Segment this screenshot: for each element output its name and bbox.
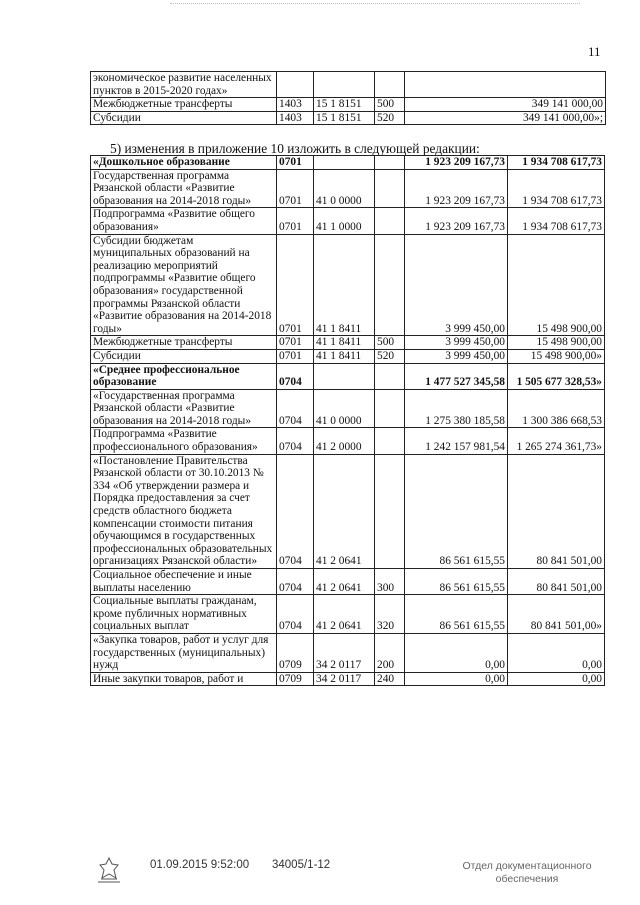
row-target-code: 34 2 0117 xyxy=(314,633,375,672)
row-amount-2015: 3 999 450,00 xyxy=(405,234,508,336)
row-amount-2015-revised: 1 300 386 668,53 xyxy=(508,389,605,428)
row-amount: 349 141 000,00»; xyxy=(405,111,606,125)
row-name: Подпрограмма «Развитие профессионального образования» xyxy=(91,428,277,454)
emblem-icon xyxy=(94,856,124,884)
row-amount-2015: 86 561 615,55 xyxy=(405,569,508,595)
row-amount-2015-revised: 1 505 677 328,53» xyxy=(508,363,605,389)
row-name: Государственная программа Рязанской области «Развитие образования на 2014-2018 годы» xyxy=(91,169,277,208)
row-target-code xyxy=(314,72,375,98)
row-amount xyxy=(405,72,606,98)
row-section-code: 0701 xyxy=(277,349,314,363)
row-expense-type xyxy=(375,72,405,98)
row-section-code: 0704 xyxy=(277,569,314,595)
row-section-code: 1403 xyxy=(277,98,314,112)
row-expense-type: 520 xyxy=(375,111,405,125)
row-amount-2015-revised: 1 934 708 617,73 xyxy=(508,169,605,208)
row-section-code: 0701 xyxy=(277,336,314,350)
row-target-code: 41 0 0000 xyxy=(314,389,375,428)
row-section-code: 0701 xyxy=(277,169,314,208)
table-row xyxy=(91,363,605,389)
department-stamp xyxy=(452,860,602,886)
row-section-code: 0701 xyxy=(277,234,314,336)
table-row xyxy=(91,234,605,336)
footer-datetime: 01.09.2015 9:52:00 xyxy=(150,859,250,871)
table-row xyxy=(91,156,605,170)
row-amount-2015-revised: 1 934 708 617,73 xyxy=(508,208,605,234)
row-expense-type xyxy=(375,428,405,454)
row-expense-type: 200 xyxy=(375,633,405,672)
row-amount-2015-revised: 1 934 708 617,73 xyxy=(508,156,605,170)
row-expense-type xyxy=(375,363,405,389)
row-amount-2015: 3 999 450,00 xyxy=(405,336,508,350)
table-row xyxy=(91,111,606,125)
page-number: 11 xyxy=(588,44,601,59)
row-amount-2015: 3 999 450,00 xyxy=(405,349,508,363)
stamp-line-2: обеспечения xyxy=(495,873,559,885)
row-name: экономическое развитие населенных пунктов в 2015-2020 годах» xyxy=(91,72,277,98)
row-name: Социальное обеспечение и иные выплаты населению xyxy=(91,569,277,595)
row-target-code: 15 1 8151 xyxy=(314,111,375,125)
row-section-code: 0701 xyxy=(277,156,314,170)
row-name: Субсидии бюджетам муниципальных образований на реализацию мероприятий подпрограммы «Развитие общего образования» государственной программы Рязанской области «Развитие образования на 2014-2018 годы» xyxy=(91,234,277,336)
stamp-line-1: Отдел документационного xyxy=(462,860,592,872)
row-expense-type xyxy=(375,454,405,568)
table-row xyxy=(91,169,605,208)
row-expense-type: 520 xyxy=(375,349,405,363)
amendment-subheading: 5) изменения в приложение 10 изложить в следующей редакции: xyxy=(110,141,480,156)
row-amount-2015-revised: 0,00 xyxy=(508,672,605,686)
row-name: Субсидии xyxy=(91,111,277,125)
row-amount-2015: 0,00 xyxy=(405,672,508,686)
row-expense-type: 240 xyxy=(375,672,405,686)
row-amount-2015: 0,00 xyxy=(405,633,508,672)
row-target-code: 34 2 0117 xyxy=(314,672,375,686)
row-target-code: 41 1 8411 xyxy=(314,349,375,363)
row-expense-type xyxy=(375,389,405,428)
table-row xyxy=(91,98,606,112)
row-amount-2015-revised: 80 841 501,00 xyxy=(508,569,605,595)
scan-artifacts xyxy=(170,3,580,6)
table-row xyxy=(91,428,605,454)
row-name: Субсидии xyxy=(91,349,277,363)
row-expense-type xyxy=(375,169,405,208)
row-amount-2015-revised: 1 265 274 361,73» xyxy=(508,428,605,454)
row-section-code: 0704 xyxy=(277,389,314,428)
row-target-code: 41 2 0000 xyxy=(314,428,375,454)
row-name: Межбюджетные трансферты xyxy=(91,336,277,350)
row-name: Подпрограмма «Развитие общего образования» xyxy=(91,208,277,234)
table-row xyxy=(91,72,606,98)
row-amount-2015: 1 923 209 167,73 xyxy=(405,169,508,208)
row-name: «Закупка товаров, работ и услуг для государственных (муниципальных) нужд xyxy=(91,633,277,672)
row-expense-type xyxy=(375,234,405,336)
row-section-code: 0704 xyxy=(277,363,314,389)
row-target-code: 41 1 0000 xyxy=(314,208,375,234)
row-target-code: 41 2 0641 xyxy=(314,454,375,568)
row-name: «Дошкольное образование xyxy=(91,156,277,170)
row-amount-2015: 1 923 209 167,73 xyxy=(405,208,508,234)
table-row xyxy=(91,454,605,568)
table-row xyxy=(91,569,605,595)
table-row xyxy=(91,633,605,672)
table-row xyxy=(91,595,605,634)
row-name: Межбюджетные трансферты xyxy=(91,98,277,112)
row-section-code: 0709 xyxy=(277,633,314,672)
row-name: «Постановление Правительства Рязанской области от 30.10.2013 № 334 «Об утверждении размера и Порядка предоставления за счет средств областного бюджета компенсации стоимости питания обучающимся в государственных профессиональных образовательных организациях Рязанской области» xyxy=(91,454,277,568)
row-name: Иные закупки товаров, работ и xyxy=(91,672,277,686)
footer-docnum: 34005/1-12 xyxy=(272,859,331,871)
row-target-code xyxy=(314,156,375,170)
row-target-code: 41 0 0000 xyxy=(314,169,375,208)
budget-table-top xyxy=(90,71,606,125)
row-amount-2015-revised: 0,00 xyxy=(508,633,605,672)
row-target-code: 15 1 8151 xyxy=(314,98,375,112)
row-expense-type xyxy=(375,156,405,170)
table-row xyxy=(91,349,605,363)
row-amount: 349 141 000,00 xyxy=(405,98,606,112)
row-section-code: 0704 xyxy=(277,454,314,568)
row-amount-2015: 1 477 527 345,58 xyxy=(405,363,508,389)
row-expense-type: 320 xyxy=(375,595,405,634)
row-name: «Государственная программа Рязанской области «Развитие образования на 2014-2018 годы» xyxy=(91,389,277,428)
row-amount-2015: 1 923 209 167,73 xyxy=(405,156,508,170)
row-amount-2015: 1 275 380 185,58 xyxy=(405,389,508,428)
budget-table-main xyxy=(90,155,605,686)
row-section-code: 0704 xyxy=(277,595,314,634)
table-row xyxy=(91,208,605,234)
row-target-code: 41 2 0641 xyxy=(314,595,375,634)
row-name: Социальные выплаты гражданам, кроме публичных нормативных социальных выплат xyxy=(91,595,277,634)
row-section-code: 0704 xyxy=(277,428,314,454)
row-amount-2015-revised: 80 841 501,00 xyxy=(508,454,605,568)
row-section-code xyxy=(277,72,314,98)
table-row xyxy=(91,672,605,686)
row-expense-type: 500 xyxy=(375,336,405,350)
row-amount-2015: 1 242 157 981,54 xyxy=(405,428,508,454)
row-section-code: 1403 xyxy=(277,111,314,125)
row-name: «Среднее профессиональное образование xyxy=(91,363,277,389)
row-target-code xyxy=(314,363,375,389)
row-expense-type: 300 xyxy=(375,569,405,595)
row-amount-2015-revised: 80 841 501,00» xyxy=(508,595,605,634)
row-target-code: 41 1 8411 xyxy=(314,234,375,336)
row-expense-type xyxy=(375,208,405,234)
row-amount-2015-revised: 15 498 900,00 xyxy=(508,234,605,336)
row-amount-2015-revised: 15 498 900,00 xyxy=(508,336,605,350)
row-target-code: 41 1 8411 xyxy=(314,336,375,350)
row-target-code: 41 2 0641 xyxy=(314,569,375,595)
row-amount-2015-revised: 15 498 900,00» xyxy=(508,349,605,363)
table-row xyxy=(91,336,605,350)
row-section-code: 0709 xyxy=(277,672,314,686)
row-expense-type: 500 xyxy=(375,98,405,112)
row-amount-2015: 86 561 615,55 xyxy=(405,595,508,634)
row-section-code: 0701 xyxy=(277,208,314,234)
row-amount-2015: 86 561 615,55 xyxy=(405,454,508,568)
table-row xyxy=(91,389,605,428)
